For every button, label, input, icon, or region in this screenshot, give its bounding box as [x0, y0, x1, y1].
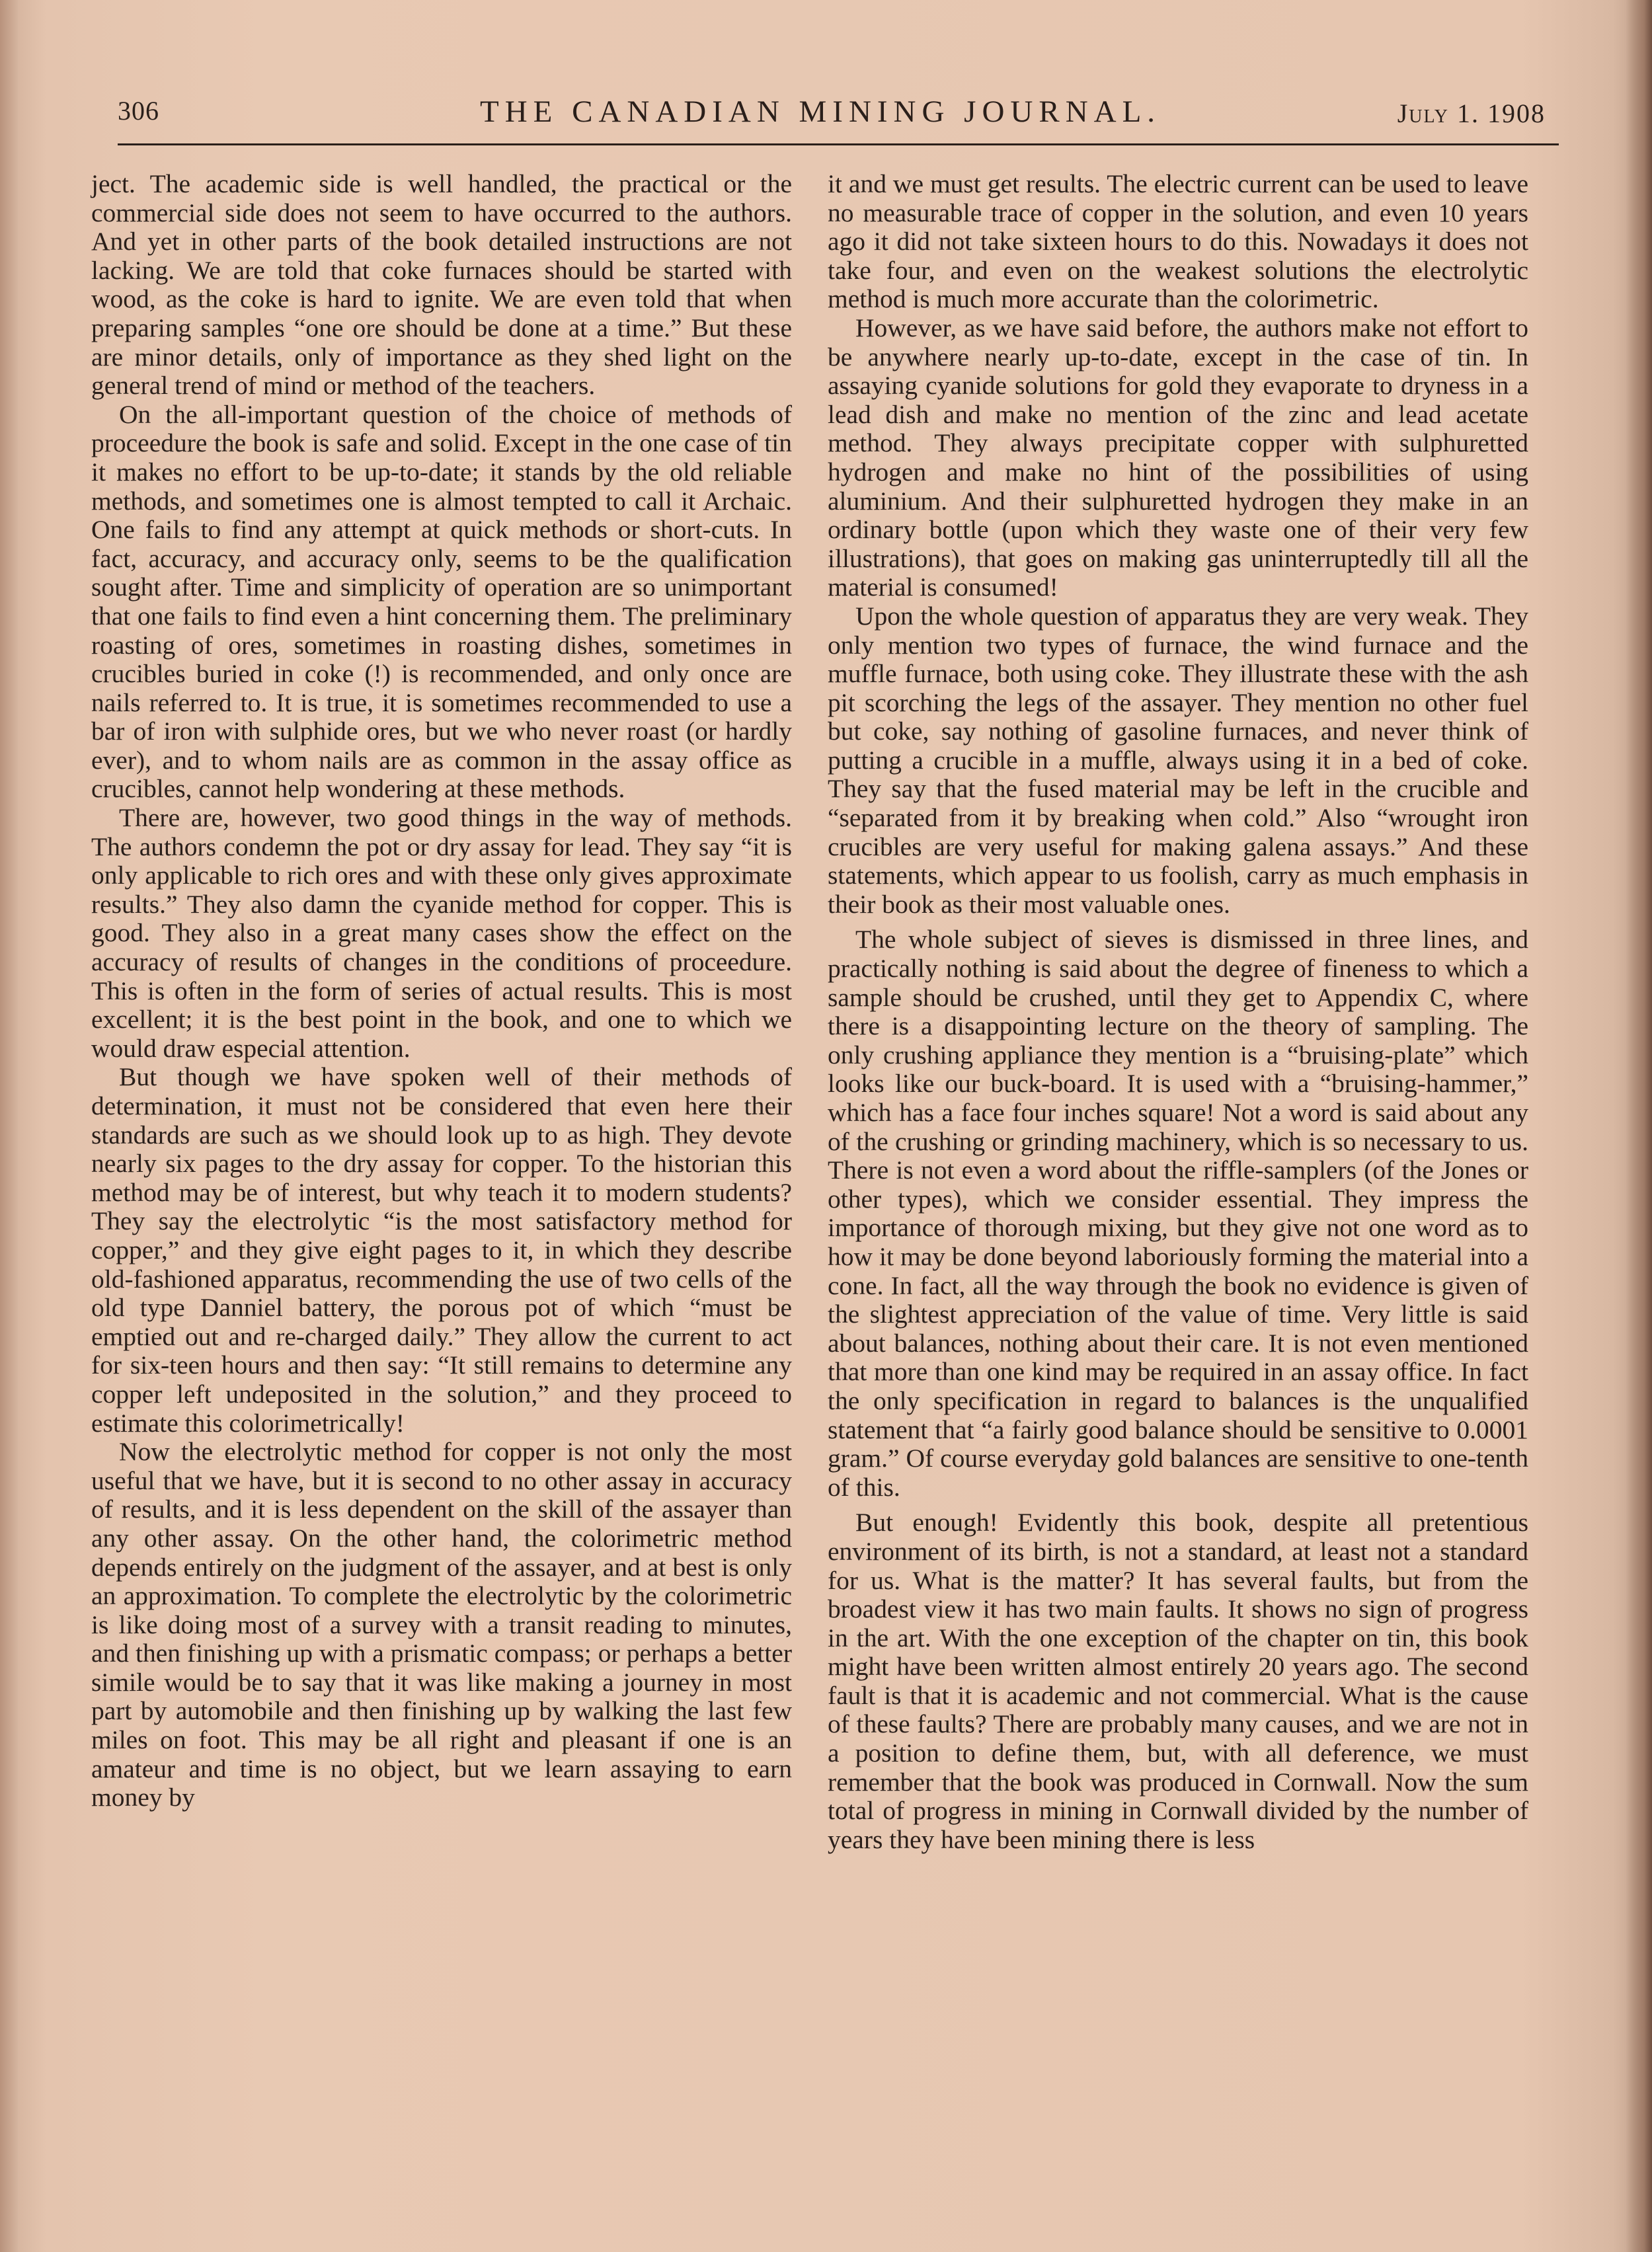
paragraph: However, as we have said before, the authors make not effort to be anywhere nearly up-to-date, except in the case of tin. In assaying cyanide solutions for gold they evaporate to dryness in a lead dish and make no mention of the zinc and lead acetate method. They always precipitate copper with sulphuretted hydrogen and make no hint of the possibilities of using aluminium. And their sulphuretted hydrogen they make in an ordinary bottle (upon which they waste one of their very few illustrations), that goes on making gas uninterruptedly till all the material is consumed!: [828, 313, 1528, 602]
page-gutter: [0, 0, 19, 2252]
paragraph: Upon the whole question of apparatus they are very weak. They only mention two types of furnace, the wind furnace and the muffle furnace, both using coke. They illustrate these with the ash pit scorching the legs of the assayer. They mention no other fuel but coke, say nothing of gasoline furnaces, and never think of putting a crucible in a muffle, always using it in a bed of coke. They say that the fused material may be left in the crucible and “separated from it by breaking when cold.” Also “wrought iron crucibles are very useful for making galena assays.” And these statements, which appear to us foolish, carry as much emphasis in their book as their most valuable ones.: [828, 601, 1528, 919]
right-column: [828, 170, 1528, 1854]
paragraph: The whole subject of sieves is dismissed in three lines, and practically nothing is said about the degree of fineness to which a sample should be crushed, until they get to Appendix C, where there is a disappointing lecture on the theory of sampling. The only crushing appliance they mention is a “bruising-plate” which looks like our buck-board. It is used with a “bruising-hammer,” which has a face four inches square! Not a word is said about any of the crushing or grinding machinery, which is so necessary to us. There is not even a word about the riffle-samplers (of the Jones or other types), which we consider essential. They impress the importance of thorough mixing, but they give not one word as to how it may be done beyond laboriously forming the material into a cone. In fact, all the way through the book no evidence is given of the slightest appreciation of the value of time. Very little is said about balances, nothing about their care. It is not even mentioned that more than one kind may be required in an assay office. In fact the only specification in regard to balances is the unqualified statement that “a fairly good balance should be sensitive to 0.0001 gram.” Of course everyday gold balances are sensitive to one-tenth of this.: [828, 925, 1528, 1502]
left-column: [91, 170, 792, 1812]
paragraph: But enough! Evidently this book, despite all pretentious environment of its birth, is not a standard, at least not a standard for us. What is the matter? It has several faults, but from the broadest view it has two main faults. It shows no sign of progress in the art. With the one exception of the chapter on tin, this book might have been written almost entirely 20 years ago. The second fault is that it is academic and not commercial. What is the cause of these faults? There are probably many causes, and we are not in a position to define them, but, with all deference, we must remember that the book was produced in Cornwall. Now the sum total of progress in mining in Cornwall divided by the number of years they have been mining there is less: [828, 1508, 1528, 1854]
paragraph: But though we have spoken well of their methods of determination, it must not be considered that even here their standards are such as we should look up to as high. They devote nearly six pages to the dry assay for copper. To the historian this method may be of interest, but why teach it to modern students? They say the electrolytic “is the most satisfactory method for copper,” and they give eight pages to it, in which they describe old-fashioned apparatus, recommending the use of two cells of the old type Danniel battery, the porous pot of which “must be emptied out and re-charged daily.” They allow the current to act for six-teen hours and then say: “It still remains to determine any copper left undeposited in the solution,” and they proceed to estimate this colorimetrically!: [91, 1062, 792, 1438]
paragraph: On the all-important question of the choice of methods of proceedure the book is safe and solid. Except in the one case of tin it makes no effort to be up-to-date; it stands by the old reliable methods, and sometimes one is almost tempted to call it Archaic. One fails to find any attempt at quick methods or short-cuts. In fact, accuracy, and accuracy only, seems to be the qualification sought after. Time and simplicity of operation are so unimportant that one fails to find even a hint concerning them. The preliminary roasting of ores, sometimes in roasting dishes, sometimes in crucibles buried in coke (!) is recommended, and only once are nails referred to. It is true, it is sometimes recommended to use a bar of iron with sulphide ores, but we who never roast (or hardly ever), and to whom nails are as common in the assay office as crucibles, cannot help wondering at these methods.: [91, 399, 792, 804]
paragraph: ject. The academic side is well handled, the practical or the commercial side does not seem to have occurred to the authors. And yet in other parts of the book detailed instructions are not lacking. We are told that coke furnaces should be started with wood, as the coke is hard to ignite. We are even told that when preparing samples “one ore should be done at a time.” But these are minor details, only of importance as they shed light on the general trend of mind or method of the teachers.: [91, 169, 792, 401]
paragraph: There are, however, two good things in the way of methods. The authors condemn the pot or dry assay for lead. They say “it is only applicable to rich ores and with these only gives approximate results.” They also damn the cyanide method for copper. This is good. They also in a great many cases show the effect on the accuracy of results of changes in the conditions of proceedure. This is often in the form of series of actual results. This is most excellent; it is the best point in the book, and one to which we would draw especial attention.: [91, 803, 792, 1063]
running-header: [118, 90, 1559, 145]
paragraph: it and we must get results. The electric current can be used to leave no measurable trace of copper in the solution, and even 10 years ago it did not take sixteen hours to do this. Nowadays it does not take four, and even on the weakest solutions the electrolytic method is much more accurate than the colorimetric.: [828, 169, 1528, 314]
page-number: 306: [118, 96, 159, 126]
issue-date: July 1. 1908: [1397, 98, 1546, 128]
journal-title: THE CANADIAN MINING JOURNAL.: [480, 95, 1161, 129]
paragraph: Now the electrolytic method for copper is not only the most useful that we have, but it is second to no other assay in accuracy of results, and it is less dependent on the skill of the assayer than any other assay. On the other hand, the colorimetric method depends entirely on the judgment of the assayer, and at best is only an approximation. To complete the electrolytic by the colorimetric is like doing most of a survey with a transit reading to minutes, and then finishing up with a prismatic compass; or perhaps a better simile would be to say that it was like making a journey in most part by automobile and then finishing up by walking the last few miles on foot. This may be all right and pleasant if one is an amateur and time is no object, but we learn assaying to earn money by: [91, 1437, 792, 1812]
page-edge-shadow: [1626, 0, 1652, 2252]
header-rule: [118, 143, 1559, 145]
